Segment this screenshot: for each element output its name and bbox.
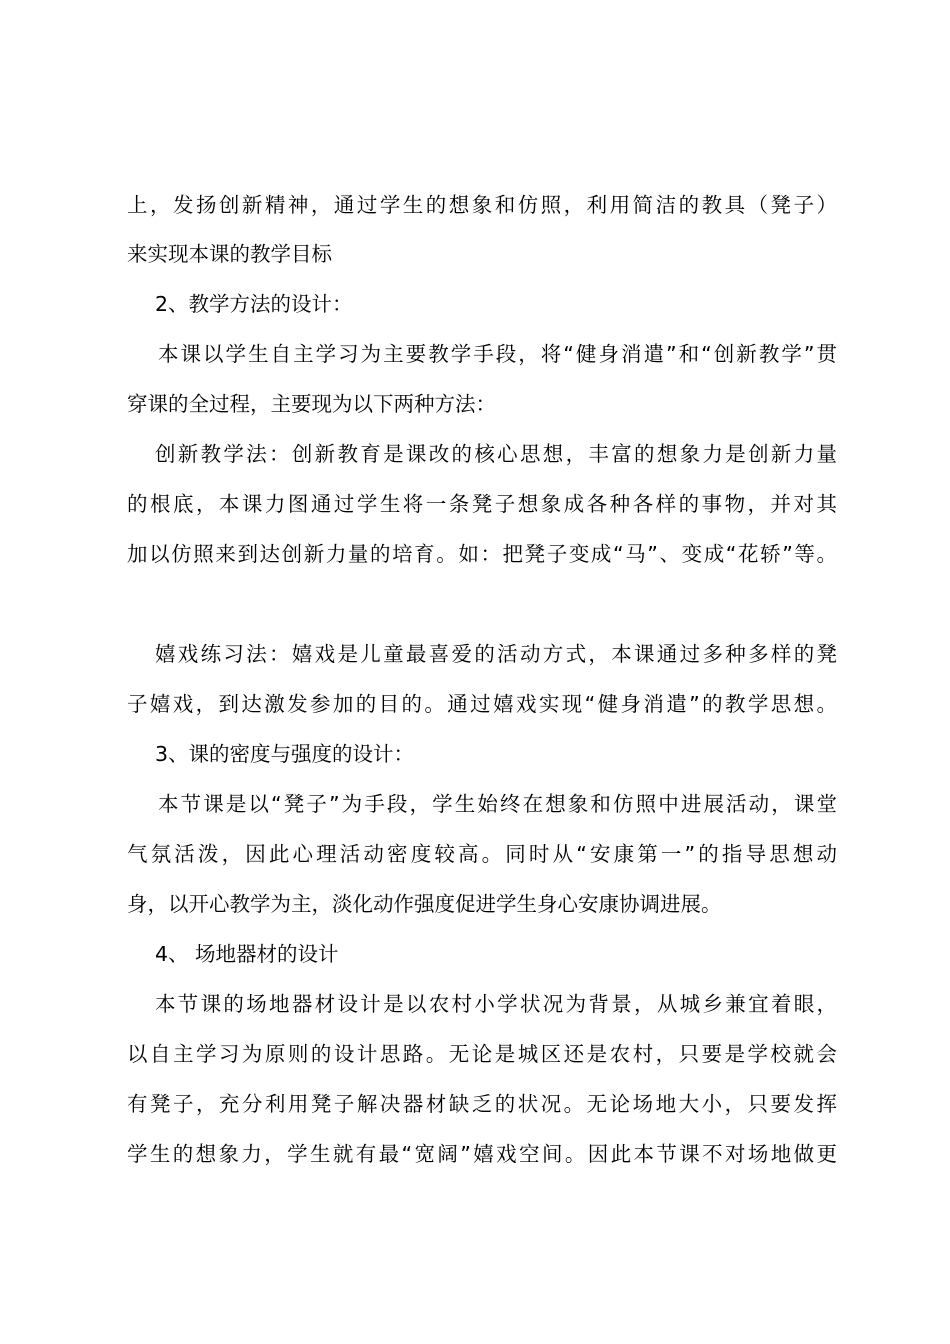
text-line-5: 穿课的全过程，主要现为以下两种方法： xyxy=(127,392,496,416)
text-line-13: 气氛活泼，因此心理活动密度较高。同时从“安康第一”的指导思想动 xyxy=(127,842,837,866)
section-heading-venue-equipment: 4、 场地器材的设计 xyxy=(155,942,339,966)
section-heading-teaching-method: 2、教学方法的设计： xyxy=(155,292,353,316)
text-line-12: 本节课是以“凳子”为手段，学生始终在想象和仿照中进展活动，课堂 xyxy=(158,792,837,816)
section-heading-density-intensity: 3、课的密度与强度的设计： xyxy=(155,742,415,766)
text-line-10: 子嬉戏，到达激发参加的目的。通过嬉戏实现“健身消遣”的教学思想。 xyxy=(127,692,837,716)
text-line-19: 学生的想象力，学生就有最“宽阔”嬉戏空间。因此本节课不对场地做更 xyxy=(127,1142,837,1166)
text-line-1: 上，发扬创新精神，通过学生的想象和仿照，利用简洁的教具（凳子） xyxy=(127,193,837,217)
text-line-6: 创新教学法：创新教育是课改的核心思想，丰富的想象力是创新力量 xyxy=(155,442,837,466)
text-line-9: 嬉戏练习法：嬉戏是儿童最喜爱的活动方式，本课通过多种多样的凳 xyxy=(155,642,837,666)
text-line-2: 来实现本课的教学目标 xyxy=(127,242,332,266)
text-line-14: 身，以开心教学为主，淡化动作强度促进学生身心安康协调进展。 xyxy=(127,892,722,916)
text-line-7: 的根底，本课力图通过学生将一条凳子想象成各种各样的事物，并对其 xyxy=(127,492,837,516)
text-line-8: 加以仿照来到达创新力量的培育。如：把凳子变成“马”、变成“花轿”等。 xyxy=(127,542,837,566)
text-line-18: 有凳子，充分利用凳子解决器材缺乏的状况。无论场地大小，只要发挥 xyxy=(127,1092,837,1116)
text-line-16: 本节课的场地器材设计是以农村小学状况为背景，从城乡兼宜着眼， xyxy=(155,992,837,1016)
text-line-4: 本课以学生自主学习为主要教学手段，将“健身消遣”和“创新教学”贯 xyxy=(158,342,837,366)
text-line-17: 以自主学习为原则的设计思路。无论是城区还是农村，只要是学校就会 xyxy=(127,1042,837,1066)
